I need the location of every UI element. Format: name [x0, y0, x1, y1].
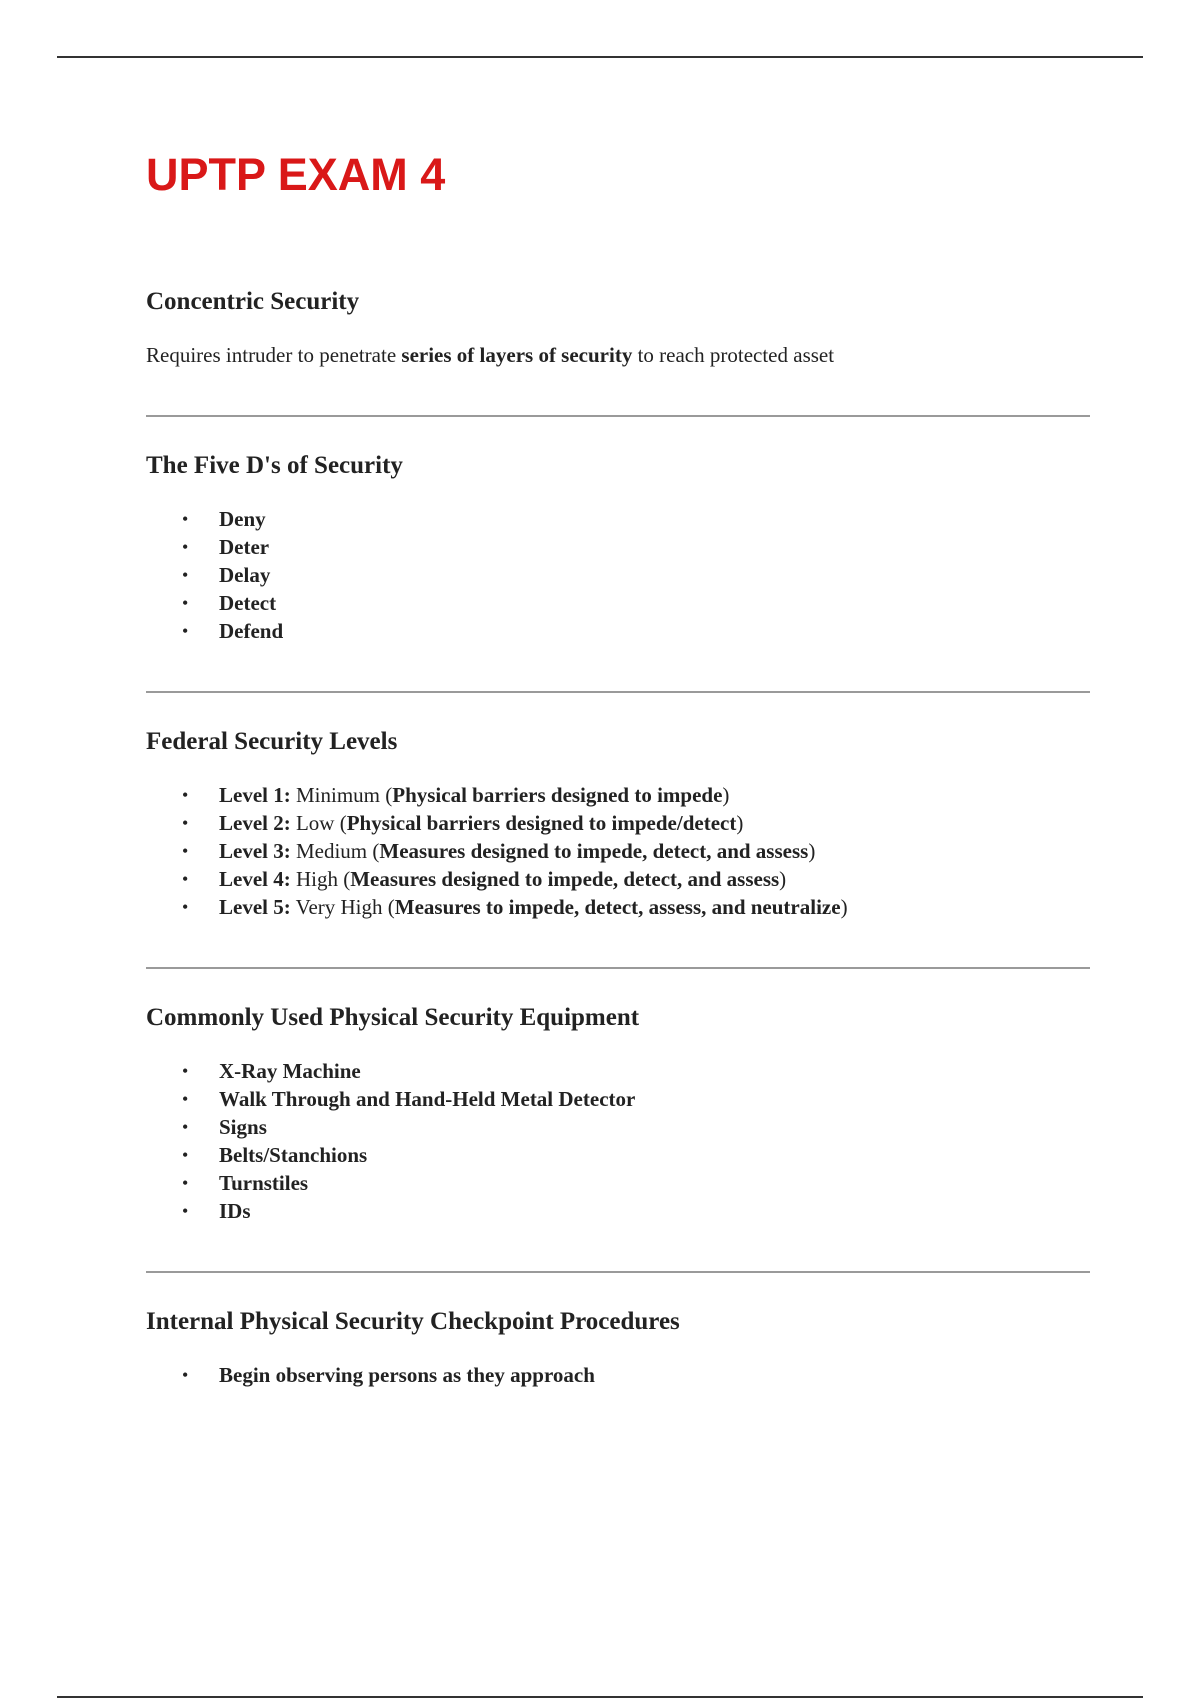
text-run: to reach protected asset: [632, 343, 835, 367]
five-ds-list: [146, 505, 1090, 645]
list-item-text: Belts/Stanchions: [219, 1143, 368, 1167]
federal-levels-list: [146, 781, 1090, 921]
section-checkpoint-procedures: [146, 1305, 1090, 1389]
section-heading: Internal Physical Security Checkpoint Procedures: [146, 1308, 680, 1335]
bottom-rule: [57, 1696, 1143, 1698]
list-item: [182, 781, 1090, 809]
bullet-icon: •: [182, 897, 189, 917]
level-label: Level 2:: [219, 811, 291, 835]
level-name: Low (: [290, 811, 347, 835]
level-label: Level 3:: [219, 839, 291, 863]
paren-close: ): [736, 811, 744, 835]
bullet-icon: •: [182, 537, 189, 557]
level-label: Level 5:: [219, 895, 291, 919]
top-rule: [57, 56, 1143, 58]
document-page: [146, 140, 1090, 1389]
paren-close: ): [808, 839, 816, 863]
list-item: [182, 1085, 1090, 1113]
list-item: [182, 809, 1090, 837]
list-item: [182, 1361, 1090, 1389]
checkpoint-list: [146, 1361, 1090, 1389]
list-item: [182, 617, 1090, 645]
level-label: Level 1:: [219, 783, 291, 807]
bullet-icon: •: [182, 785, 189, 805]
list-item: [182, 1169, 1090, 1197]
list-item-text: Detect: [219, 591, 277, 615]
paren-close: ): [840, 895, 848, 919]
list-item: [182, 1113, 1090, 1141]
paren-close: ): [722, 783, 730, 807]
bullet-icon: •: [182, 1201, 189, 1221]
bullet-icon: •: [182, 1145, 189, 1165]
list-item: [182, 561, 1090, 589]
document-title: UPTP EXAM 4: [146, 149, 446, 200]
level-description: Physical barriers designed to impede/detect: [346, 811, 737, 835]
level-description: Measures designed to impede, detect, and assess: [350, 867, 780, 891]
text-run: Requires intruder to penetrate: [146, 343, 402, 367]
bullet-icon: •: [182, 1173, 189, 1193]
list-item: [182, 1057, 1090, 1085]
bullet-icon: •: [182, 565, 189, 585]
bullet-icon: •: [182, 509, 189, 529]
level-description: Physical barriers designed to impede: [392, 783, 723, 807]
section-heading: The Five D's of Security: [146, 452, 403, 479]
list-item-text: Begin observing persons as they approach: [219, 1363, 595, 1387]
bullet-icon: •: [182, 813, 189, 833]
list-item-text: X-Ray Machine: [219, 1059, 361, 1083]
bullet-icon: •: [182, 1365, 189, 1385]
level-description: Measures to impede, detect, assess, and neutralize: [394, 895, 841, 919]
list-item-text: Signs: [219, 1115, 267, 1139]
level-name: Minimum (: [290, 783, 393, 807]
section-five-ds: [146, 449, 1090, 645]
list-item: [182, 589, 1090, 617]
list-item: [182, 1141, 1090, 1169]
paren-close: ): [779, 867, 787, 891]
section-heading: Commonly Used Physical Security Equipment: [146, 1004, 640, 1031]
bullet-icon: •: [182, 869, 189, 889]
bullet-icon: •: [182, 1061, 189, 1081]
text-run-bold: series of layers of security: [401, 343, 633, 367]
list-item-text: Walk Through and Hand-Held Metal Detector: [219, 1087, 636, 1111]
section-federal-security-levels: [146, 725, 1090, 921]
concentric-description: [146, 341, 1090, 369]
level-name: Very High (: [290, 895, 395, 919]
level-name: High (: [290, 867, 351, 891]
level-name: Medium (: [290, 839, 380, 863]
list-item: [182, 865, 1090, 893]
bullet-icon: •: [182, 593, 189, 613]
list-item-text: Turnstiles: [219, 1171, 309, 1195]
bullet-icon: •: [182, 1117, 189, 1137]
level-description: Measures designed to impede, detect, and assess: [379, 839, 809, 863]
section-heading: Concentric Security: [146, 288, 360, 315]
list-item: [182, 1197, 1090, 1225]
level-label: Level 4:: [219, 867, 291, 891]
list-item: [182, 505, 1090, 533]
list-item: [182, 837, 1090, 865]
list-item-text: Delay: [219, 563, 271, 587]
list-item-text: Defend: [219, 619, 284, 643]
section-security-equipment: [146, 1001, 1090, 1225]
equipment-list: [146, 1057, 1090, 1225]
section-heading: Federal Security Levels: [146, 728, 398, 755]
list-item: [182, 533, 1090, 561]
bullet-icon: •: [182, 621, 189, 641]
list-item-text: Deny: [219, 507, 266, 531]
list-item: [182, 893, 1090, 921]
section-concentric-security: [146, 285, 1090, 369]
list-item-text: Deter: [219, 535, 270, 559]
bullet-icon: •: [182, 1089, 189, 1109]
list-item-text: IDs: [219, 1199, 251, 1223]
bullet-icon: •: [182, 841, 189, 861]
